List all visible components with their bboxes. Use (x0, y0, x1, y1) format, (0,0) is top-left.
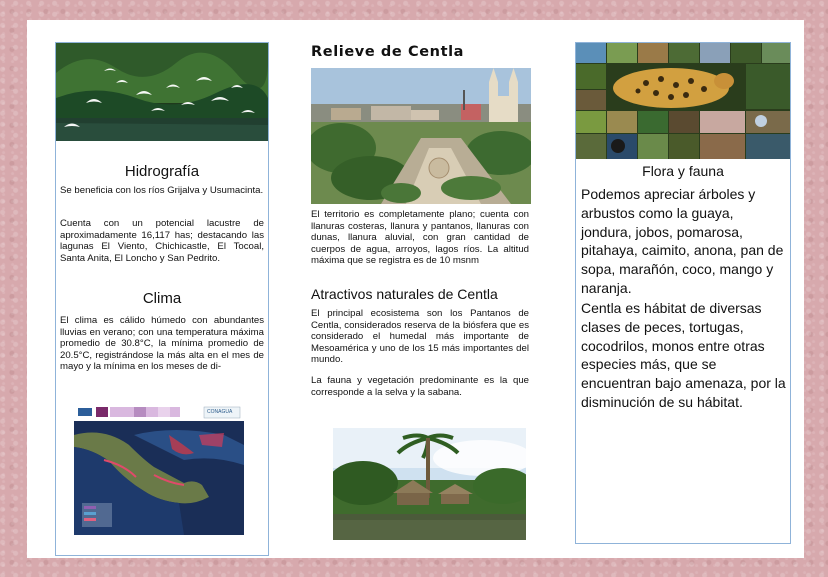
relieve-paragraph: El territorio es completamente plano; cuenta con llanuras costeras, llanura y pantanos, llanuras con dunas, llanura aluvial, con gran cantidad de cuerpos de agua, arroyos, lagos ríos. La altitud máxima que se registra es de 10 msnm (311, 209, 529, 267)
atractivos-heading: Atractivos naturales de Centla (311, 286, 498, 302)
hidrografia-heading: Hidrografía (124, 163, 200, 180)
relieve-heading: Relieve de Centla (311, 44, 465, 60)
climate-map-logo-text: CONAGUA (207, 409, 233, 415)
atractivos-paragraph-1: El principal ecosistema son los Pantanos de Centla, considerados reserva de la biósfera que es considerado el humedal más importante de Mesoamérica y uno de los 15 más importantes del mundo. (311, 308, 529, 366)
wildlife-collage-photo (576, 43, 790, 159)
brochure-sheet (27, 20, 804, 558)
swamp-huts-photo (333, 428, 526, 540)
herons-swamp-photo (56, 43, 268, 141)
right-panel (575, 42, 791, 544)
climate-map-graphic (74, 405, 244, 535)
climate-map (74, 405, 244, 535)
centla-town-aerial-photo (311, 68, 531, 204)
hidrografia-paragraph-2: Cuenta con un potencial lacustre de aproximadamente 16,117 has; destacando las lagunas El Viento, Chichicastle, El Tocoal, Santa Anita, El Loncho y San Pedrito. (60, 218, 264, 264)
atractivos-paragraph-2: La fauna y vegetación predominante es la que corresponde a la selva y la sabana. (311, 375, 529, 398)
flora-paragraph-1: Podemos apreciar árboles y arbustos como la guaya, jondura, jobos, pomarosa, pitahaya, caimito, anona, pan de sopa, marañón, coco, mango y naranja. (581, 186, 784, 296)
hidrografia-paragraph-1: Se beneficia con los ríos Grijalva y Usumacinta. (60, 185, 264, 196)
flora-heading: Flora y fauna (642, 163, 724, 179)
flora-paragraph-2: Centla es hábitat de diversas clases de peces, tortugas, cocodrilos, monos entre otras especies más, que se encuentran bajo amenaza, por la disminución de su hábitat. (581, 300, 786, 410)
left-panel (55, 42, 269, 556)
clima-heading: Clima (142, 290, 182, 307)
clima-paragraph: El clima es cálido húmedo con abundantes lluvias en verano; con una temperatura máxima promedio de 30.8°C, la mínima promedio de 20.5°C, registrándose la más alta en el mes de mayo y la mínima en los meses de di- (60, 315, 264, 373)
